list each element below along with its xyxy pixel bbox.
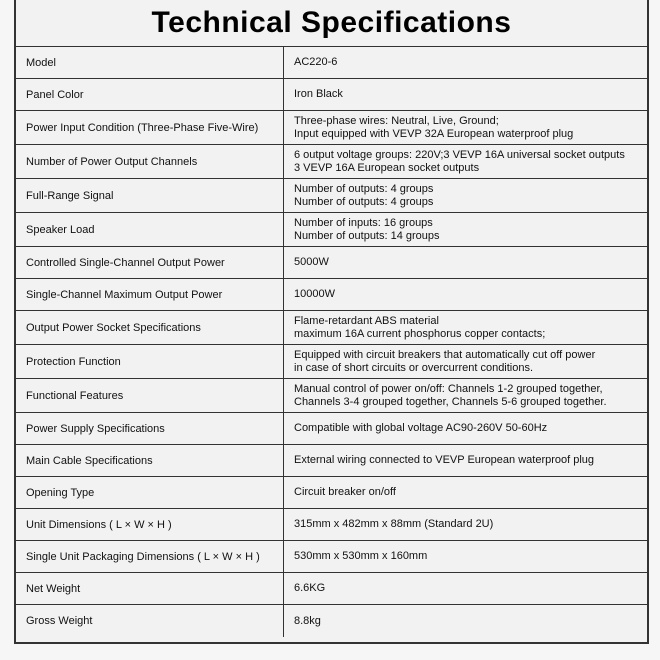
spec-value: [284, 279, 647, 310]
spec-label: Full-Range Signal: [16, 179, 284, 212]
spec-label: Output Power Socket Specifications: [16, 311, 284, 344]
spec-label: Opening Type: [16, 477, 284, 508]
spec-label: Controlled Single-Channel Output Power: [16, 247, 284, 278]
spec-value-line: Equipped with circuit breakers that automatically cut off power: [294, 348, 596, 361]
spec-value-line: maximum 16A current phosphorus copper contacts;: [294, 327, 546, 340]
table-row: [16, 79, 647, 111]
spec-value: [284, 605, 647, 637]
spec-value: [284, 345, 647, 378]
table-row: [16, 311, 647, 345]
spec-value: [284, 445, 647, 476]
spec-label: Panel Color: [16, 79, 284, 110]
table-row: [16, 213, 647, 247]
table-row: [16, 477, 647, 509]
spec-value: [284, 79, 647, 110]
spec-value-line: Number of outputs: 14 groups: [294, 229, 440, 242]
spec-value-line: Number of outputs: 4 groups: [294, 195, 434, 208]
spec-value-line: Channels 3-4 grouped together, Channels 5-6 grouped together.: [294, 395, 607, 408]
spec-value-line: Number of inputs: 16 groups: [294, 216, 433, 229]
spec-value: [284, 111, 647, 144]
spec-value-line: Compatible with global voltage AC90-260V 50-60Hz: [294, 422, 548, 434]
spec-value-line: 8.8kg: [294, 614, 321, 627]
spec-label: Power Input Condition (Three-Phase Five-Wire): [16, 111, 284, 144]
spec-value: [284, 47, 647, 78]
spec-value: [284, 541, 647, 572]
spec-label: Functional Features: [16, 379, 284, 412]
table-row: [16, 509, 647, 541]
spec-value: [284, 213, 647, 246]
spec-label: Net Weight: [16, 573, 284, 604]
spec-label: Number of Power Output Channels: [16, 145, 284, 178]
spec-value: [284, 509, 647, 540]
spec-value-line: 6.6KG: [294, 582, 326, 594]
table-row: [16, 145, 647, 179]
spec-label: Protection Function: [16, 345, 284, 378]
spec-value: [284, 247, 647, 278]
spec-value: [284, 145, 647, 178]
spec-label: Single-Channel Maximum Output Power: [16, 279, 284, 310]
spec-value: [284, 379, 647, 412]
spec-value: [284, 413, 647, 444]
page-title: Technical Specifications: [16, 0, 647, 47]
table-row: [16, 111, 647, 145]
spec-table: [14, 0, 649, 644]
table-row: [16, 413, 647, 445]
spec-label: Model: [16, 47, 284, 78]
spec-value-line: AC220-6: [294, 56, 338, 68]
spec-value-line: Circuit breaker on/off: [294, 486, 396, 498]
table-row: [16, 179, 647, 213]
spec-label: Power Supply Specifications: [16, 413, 284, 444]
table-row: [16, 379, 647, 413]
spec-label: Single Unit Packaging Dimensions ( L × W × H ): [16, 541, 284, 572]
spec-value-line: Manual control of power on/off: Channels 1-2 grouped together,: [294, 382, 603, 395]
spec-value-line: Iron Black: [294, 88, 343, 100]
spec-value-line: 5000W: [294, 256, 329, 268]
spec-value-line: 10000W: [294, 288, 335, 300]
table-row: [16, 445, 647, 477]
spec-value-line: Flame-retardant ABS material: [294, 314, 439, 327]
table-row: [16, 605, 647, 637]
spec-label: Speaker Load: [16, 213, 284, 246]
spec-label: Main Cable Specifications: [16, 445, 284, 476]
table-row: [16, 345, 647, 379]
table-row: [16, 573, 647, 605]
table-row: [16, 47, 647, 79]
spec-value-line: Number of outputs: 4 groups: [294, 182, 434, 195]
table-row: [16, 541, 647, 573]
spec-value-line: in case of short circuits or overcurrent conditions.: [294, 361, 534, 374]
spec-value-line: 315mm x 482mm x 88mm (Standard 2U): [294, 518, 494, 530]
spec-value-line: External wiring connected to VEVP European waterproof plug: [294, 454, 595, 466]
spec-value: [284, 311, 647, 344]
spec-label: Gross Weight: [16, 605, 284, 637]
spec-value-line: 530mm x 530mm x 160mm: [294, 550, 428, 562]
spec-value-line: 3 VEVP 16A European socket outputs: [294, 161, 480, 174]
table-row: [16, 279, 647, 311]
spec-label: Unit Dimensions ( L × W × H ): [16, 509, 284, 540]
spec-value-line: Three-phase wires: Neutral, Live, Ground;: [294, 114, 499, 127]
table-body: [16, 47, 647, 637]
spec-value-line: Input equipped with VEVP 32A European waterproof plug: [294, 127, 574, 140]
table-row: [16, 247, 647, 279]
spec-value-line: 6 output voltage groups: 220V;3 VEVP 16A universal socket outputs: [294, 148, 625, 161]
spec-value: [284, 573, 647, 604]
spec-value: [284, 179, 647, 212]
spec-value: [284, 477, 647, 508]
